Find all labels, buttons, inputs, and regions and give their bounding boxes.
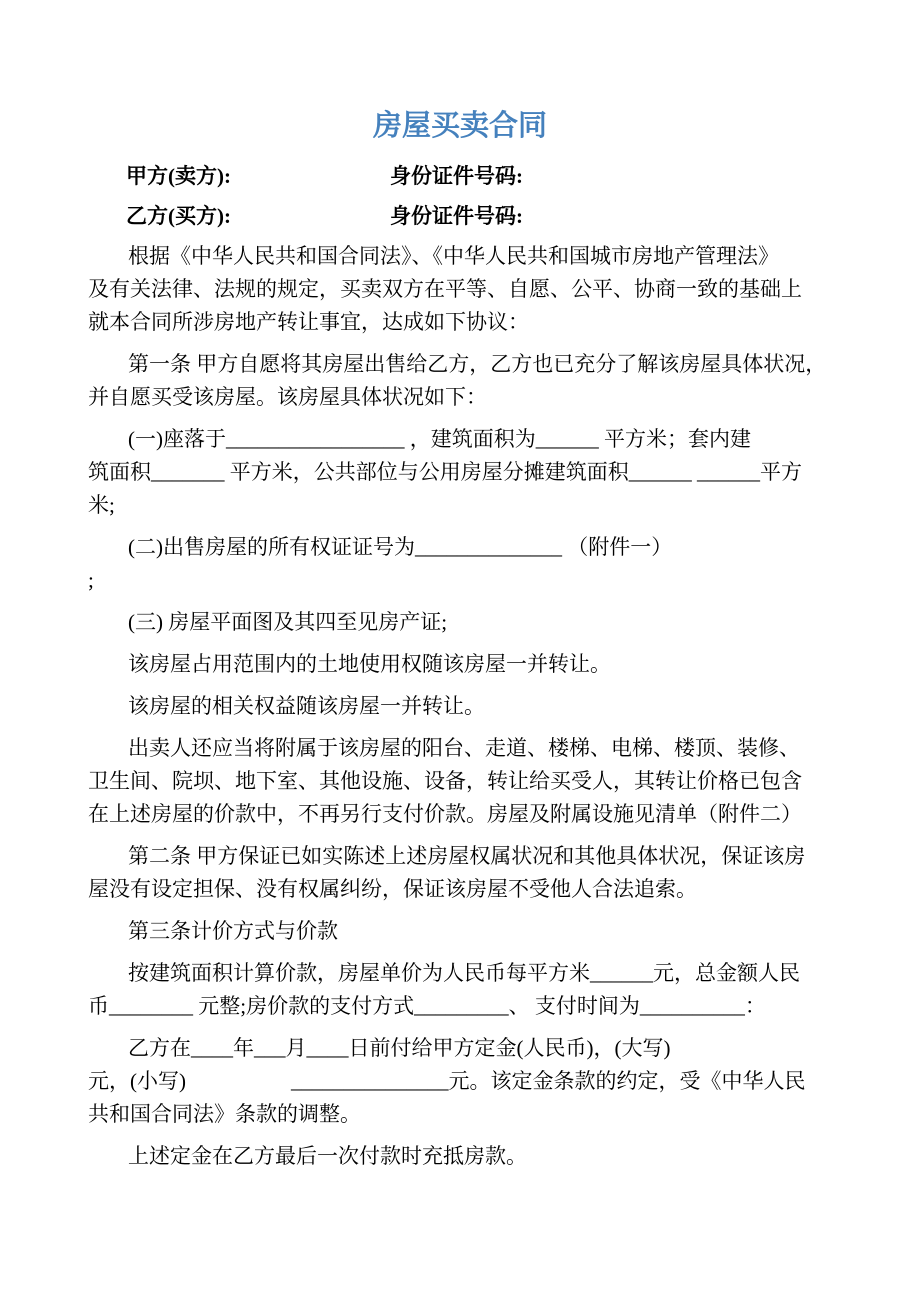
paragraph bbox=[88, 648, 890, 681]
paragraph bbox=[88, 690, 890, 723]
text-line: (三) 房屋平面图及其四至见房产证; bbox=[128, 610, 448, 634]
text-line: 卫生间、院坝、地下室、其他设施、设备，转让给买受人，其转让价格已包含 bbox=[88, 769, 802, 793]
text-line: 就本合同所涉房地产转让事宜，达成如下协议： bbox=[88, 310, 529, 334]
party-line bbox=[88, 160, 890, 193]
paragraph bbox=[88, 915, 890, 948]
party-left-label: 乙方(买方): bbox=[126, 204, 231, 228]
text-line: 该房屋占用范围内的土地使用权随该房屋一并转让。 bbox=[128, 652, 611, 676]
paragraph bbox=[88, 606, 890, 639]
party-right-label: 身份证件号码: bbox=[390, 204, 523, 228]
paragraph bbox=[88, 1032, 890, 1131]
text-line: 出卖人还应当将附属于该房屋的阳台、走道、楼梯、电梯、楼顶、装修、 bbox=[128, 736, 800, 760]
paragraph bbox=[88, 840, 890, 906]
text-line: 该房屋的相关权益随该房屋一并转让。 bbox=[128, 694, 485, 718]
text-line: 及有关法律、法规的规定，买卖双方在平等、自愿、公平、协商一致的基础上 bbox=[88, 277, 802, 301]
text-line: 根据《中华人民共和国合同法》、《中华人民共和国城市房地产管理法》 bbox=[128, 244, 779, 268]
text-line: (一)座落于_________________ ，建筑面积为______ 平方米；套内建 bbox=[128, 427, 751, 451]
paragraph bbox=[88, 1140, 890, 1173]
paragraph bbox=[88, 531, 890, 597]
text-line: 共和国合同法》条款的调整。 bbox=[88, 1102, 361, 1126]
text-line: 元，(小写) _______________元。该定金条款的约定，受《中华人民 bbox=[88, 1069, 806, 1093]
party-lines bbox=[88, 160, 890, 233]
paragraph bbox=[88, 732, 890, 831]
party-right-label: 身份证件号码: bbox=[390, 164, 523, 188]
party-line bbox=[88, 200, 890, 233]
text-line: 上述定金在乙方最后一次付款时充抵房款。 bbox=[128, 1144, 527, 1168]
party-left-label: 甲方(卖方): bbox=[126, 164, 231, 188]
text-line: 按建筑面积计算价款，房屋单价为人民币每平方米______元，总金额人民 bbox=[128, 961, 800, 985]
paragraph bbox=[88, 957, 890, 1023]
text-line: 筑面积_______ 平方米，公共部位与公用房屋分摊建筑面积______ ______平方 bbox=[88, 460, 802, 484]
document-title: 房屋买卖合同 bbox=[372, 110, 547, 142]
text-line: ; bbox=[88, 568, 94, 592]
text-line: 币________ 元整;房价款的支付方式_________、 支付时间为__________： bbox=[88, 994, 766, 1018]
paragraph bbox=[88, 348, 890, 414]
text-line: 乙方在____年___月____日前付给甲方定金(人民币)，(大写) bbox=[128, 1036, 671, 1060]
text-line: 第三条计价方式与价款 bbox=[128, 919, 338, 943]
text-line: (二)出售房屋的所有权证证号为______________ （附件一） bbox=[128, 535, 673, 559]
contract-body bbox=[88, 240, 890, 1173]
paragraph bbox=[88, 423, 890, 522]
text-line: 并自愿买受该房屋。该房屋具体状况如下： bbox=[88, 385, 487, 409]
text-line: 屋没有设定担保、没有权属纠纷，保证该房屋不受他人合法追索。 bbox=[88, 877, 697, 901]
text-line: 第一条 甲方自愿将其房屋出售给乙方，乙方也已充分了解该房屋具体状况， bbox=[128, 352, 827, 376]
text-line: 第二条 甲方保证已如实陈述上述房屋权属状况和其他具体状况，保证该房 bbox=[128, 844, 806, 868]
text-line: 米; bbox=[88, 493, 115, 517]
paragraph bbox=[88, 240, 890, 339]
text-line: 在上述房屋的价款中，不再另行支付价款。房屋及附属设施见清单（附件二） bbox=[88, 802, 802, 826]
